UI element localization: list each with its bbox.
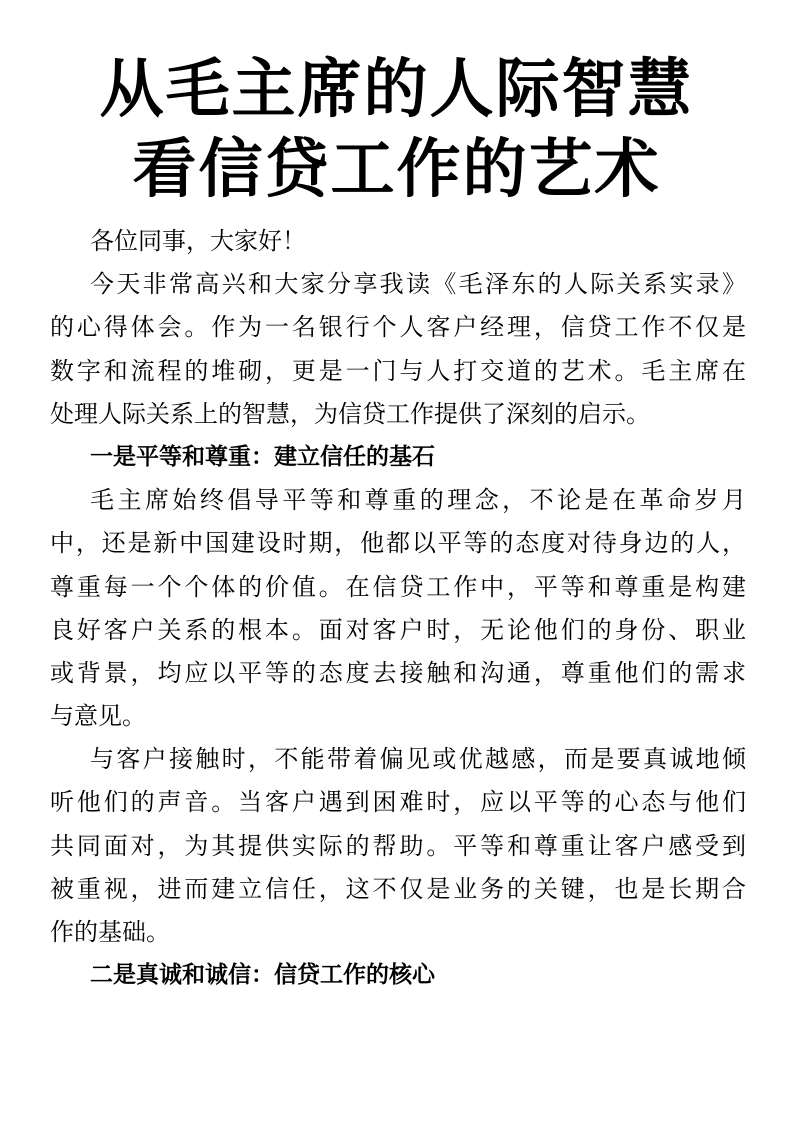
paragraph-line: 被重视，进而建立信任，这不仅是业务的关键，也是长期合 [50, 874, 746, 903]
paragraph-line: 或背景，均应以平等的态度去接触和沟通，尊重他们的需求 [50, 658, 746, 687]
paragraph-line: 尊重每一个个体的价值。在信贷工作中，平等和尊重是构建 [50, 572, 746, 601]
paragraph-line: 与意见。 [50, 702, 146, 731]
paragraph-line: 今天非常高兴和大家分享我读《毛泽东的人际关系实录》 [90, 270, 746, 299]
paragraph-line: 处理人际关系上的智慧，为信贷工作提供了深刻的启示。 [50, 399, 650, 428]
document-title-line-2: 看信贷工作的艺术 [132, 133, 661, 207]
paragraph [50, 220, 746, 263]
paragraph-line: 中，还是新中国建设时期，他都以平等的态度对待身边的人， [50, 529, 746, 558]
paragraph [50, 738, 746, 954]
paragraph [50, 479, 746, 738]
paragraph [50, 263, 746, 436]
section-heading: 二是真诚和诚信：信贷工作的核心 [90, 962, 435, 989]
section-heading: 一是平等和尊重：建立信任的基石 [90, 443, 435, 470]
paragraph-line: 共同面对，为其提供实际的帮助。平等和尊重让客户感受到 [50, 831, 746, 860]
paragraph-line: 毛主席始终倡导平等和尊重的理念，不论是在革命岁月 [90, 486, 746, 515]
paragraph-line: 各位同事，大家好！ [90, 227, 306, 255]
paragraph-line: 良好客户关系的根本。面对客户时，无论他们的身份、职业 [50, 615, 746, 644]
paragraph-line: 听他们的声音。当客户遇到困难时，应以平等的心态与他们 [50, 788, 746, 817]
paragraph-line: 的心得体会。作为一名银行个人客户经理，信贷工作不仅是 [50, 313, 746, 342]
paragraph-line: 数字和流程的堆砌，更是一门与人打交道的艺术。毛主席在 [50, 356, 746, 385]
paragraph-line: 与客户接触时，不能带着偏见或优越感，而是要真诚地倾 [90, 745, 746, 774]
paragraph-line: 作的基础。 [50, 918, 170, 946]
document-body [50, 220, 746, 997]
document-title-line-1: 从毛主席的人际智慧 [99, 53, 694, 127]
